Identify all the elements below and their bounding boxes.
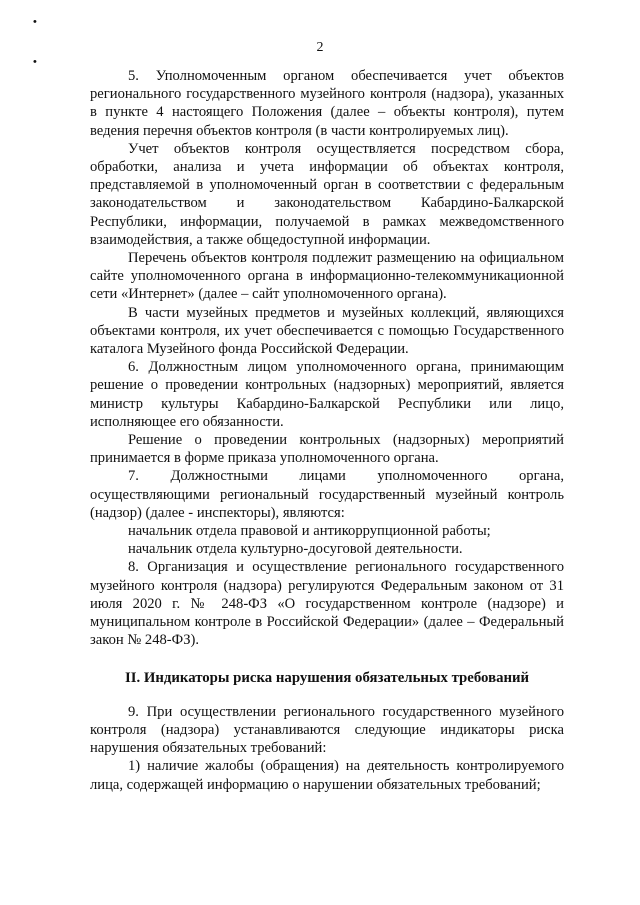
section-heading: II. Индикаторы риска нарушения обязательных требований <box>124 669 530 686</box>
paragraph-6: 6. Должностным лицом уполномоченного органа, принимающим решение о проведении контрольных (надзорных) мероприятий, является министр культуры Кабардино-Балкарской Республики или лицо, исполняющее его обязанности. <box>90 359 564 430</box>
list-item-complaint: 1) наличие жалобы (обращения) на деятельность контролируемого лица, содержащей информацию о нарушении обязательных требований; <box>90 758 564 793</box>
paragraph-museum-catalog: В части музейных предметов и музейных коллекций, являющихся объектами контроля, их учет обеспечивается с помощью Государственного каталога Музейного фонда Российской Федерации. <box>90 304 564 358</box>
document-body <box>90 67 564 794</box>
paragraph-7: 7. Должностными лицами уполномоченного органа, осуществляющими региональный государственный музейный контроль (надзор) (далее - инспекторы), являются: <box>90 468 564 521</box>
paragraph-registration: Учет объектов контроля осуществляется посредством сбора, обработки, анализа и учета информации об объектах контроля, представляемой в уполномоченный орган в соответствии с федеральным законодательством и законодательством Кабардино-Балкарской Республики, информации, получаемой в рамках межведомственного взаимодействия, а также общедоступной информации. <box>90 140 564 248</box>
list-item-culture-department: начальник отдела культурно-досуговой деятельности. <box>128 541 463 558</box>
page-number: 2 <box>316 40 324 55</box>
paragraph-5: 5. Уполномоченным органом обеспечивается учет объектов регионального государственного музейного контроля (надзора), указанных в пункте 4 настоящего Положения (далее – объекты контроля), путем ведения перечня объектов контроля (в части контролируемых лиц). <box>90 68 564 139</box>
margin-mark: • <box>33 16 37 28</box>
paragraph-publication: Перечень объектов контроля подлежит размещению на официальном сайте уполномоченного органа в информационно-телекоммуникационной сети «Интернет» (далее – сайт уполномоченного органа). <box>90 250 564 303</box>
paragraph-decision: Решение о проведении контрольных (надзорных) мероприятий принимается в форме приказа уполномоченного органа. <box>90 432 564 467</box>
list-item-legal-department: начальник отдела правовой и антикоррупционной работы; <box>128 523 491 540</box>
margin-mark: • <box>33 56 37 68</box>
paragraph-8: 8. Организация и осуществление регионального государственного музейного контроля (надзора) регулируются Федеральным законом от 31 июля 2020 г. № 248-ФЗ «О государственном контроле (надзоре) и муниципальном контроле в Российской Федерации» (далее – Федеральный закон № 248-ФЗ). <box>90 559 564 649</box>
paragraph-9: 9. При осуществлении регионального государственного музейного контроля (надзора) устанавливаются следующие индикаторы риска нарушения обязательных требований: <box>90 703 564 757</box>
